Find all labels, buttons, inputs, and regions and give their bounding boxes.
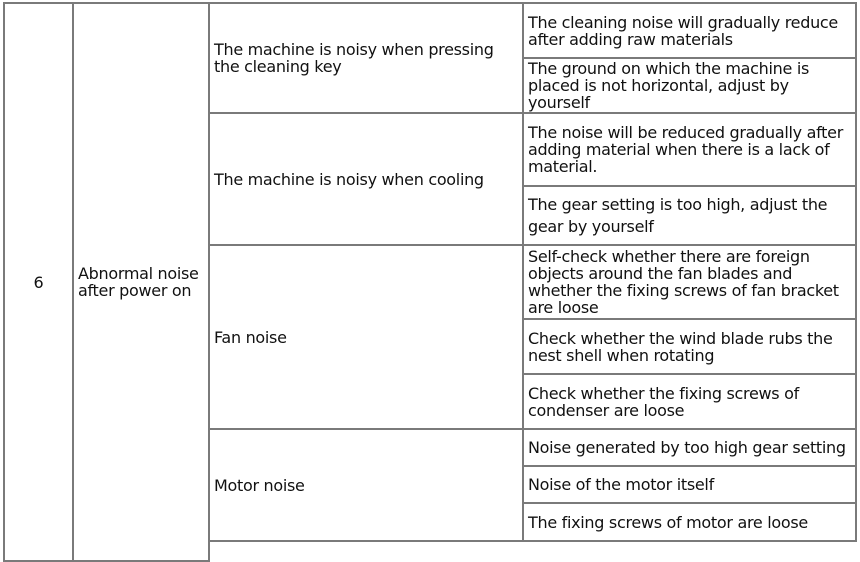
fault-cell <box>72 2 210 562</box>
cause-text: The ground on which the machine is placed is not horizontal, adjust by yourself <box>528 59 810 112</box>
symptom-text: The machine is noisy when cooling <box>214 169 484 189</box>
cause-cell <box>522 465 857 504</box>
cause-cell <box>522 428 857 467</box>
cause-cell <box>522 57 857 114</box>
cause-text: Noise of the motor itself <box>528 475 714 494</box>
symptom-cell <box>208 428 524 542</box>
row-number: 6 <box>33 272 44 292</box>
cause-cell <box>522 244 857 320</box>
cause-text: Check whether the wind blade rubs the nest shell when rotating <box>528 328 833 365</box>
symptom-text: Motor noise <box>214 475 305 495</box>
cause-cell <box>522 2 857 59</box>
symptom-text: The machine is noisy when pressing the cleaning key <box>214 40 494 76</box>
cause-text: Noise generated by too high gear setting <box>528 438 846 457</box>
symptom-cell <box>208 244 524 430</box>
row-number-cell <box>3 2 74 562</box>
fault-label: Abnormal noise after power on <box>78 264 199 300</box>
cause-text: The fixing screws of motor are loose <box>528 512 808 532</box>
cause-text: The gear setting is too high, adjust the gear by yourself <box>528 194 828 236</box>
symptom-cell <box>208 2 524 114</box>
cause-text: The noise will be reduced gradually after adding material when there is a lack of material. <box>528 123 843 176</box>
cause-cell <box>522 185 857 246</box>
cause-cell <box>522 318 857 375</box>
symptom-text: Fan noise <box>214 327 287 347</box>
cause-text: Check whether the fixing screws of condenser are loose <box>528 383 799 420</box>
cause-text: The cleaning noise will gradually reduce after adding raw materials <box>528 12 838 49</box>
cause-cell <box>522 112 857 187</box>
symptom-cell <box>208 112 524 246</box>
cause-text: Self-check whether there are foreign objects around the fan blades and whether the fixing screws of fan bracket are loose <box>528 247 839 317</box>
cause-cell <box>522 373 857 430</box>
cause-cell <box>522 502 857 542</box>
